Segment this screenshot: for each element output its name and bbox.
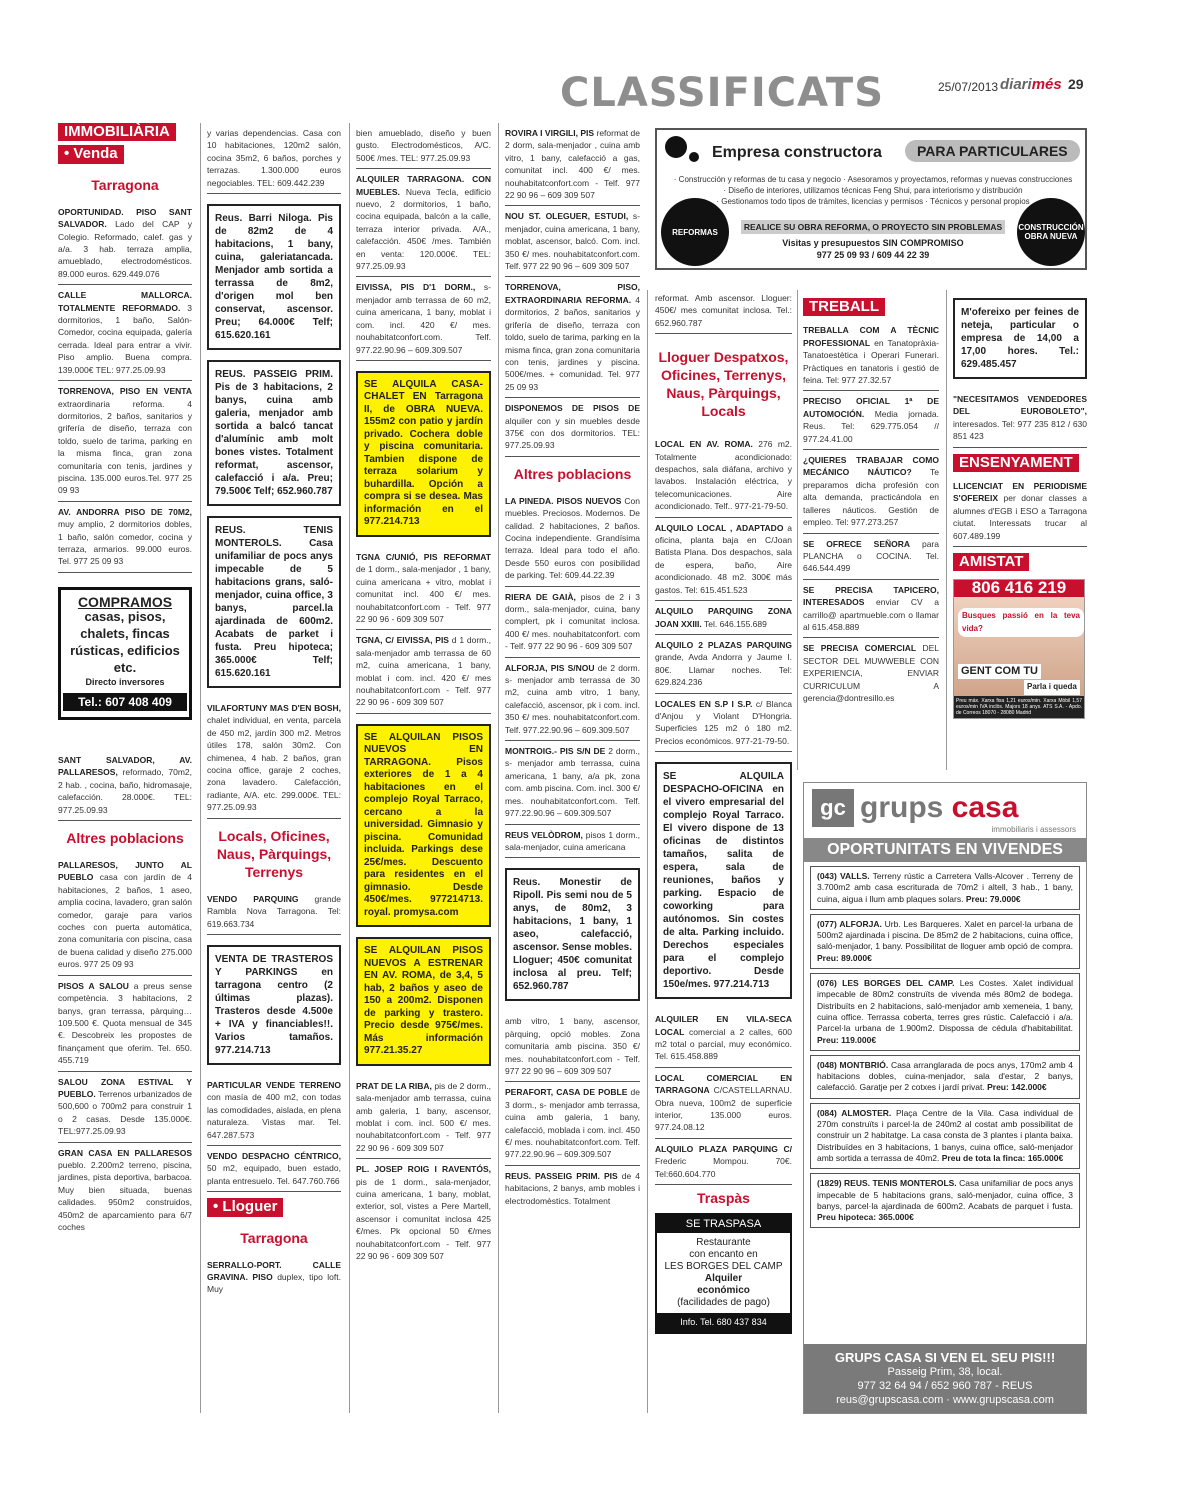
- dot-icon: [689, 152, 699, 162]
- classified-ad: CALLE MALLORCA. TOTALMENTE REFORMADO. 3 dormitorios, 1 baño, Salón-Comedor, cocina equipada, galería cerrada. Ideal para entrar a vivir. Piso amplio. Buena compra. 139.000€ TEL: 977.25.09.93: [58, 285, 192, 381]
- classified-ad: LLICENCIAT EN PERIODISME S'OFEREIX per donar classes a alumnes d'EGB i ESO a Tarragona ciutat. Interessats trucar al 607.489.199: [953, 476, 1087, 547]
- classified-ad: PL. JOSEP ROIG I RAVENTÓS, pis de 1 dorm., sala-menjador, cuina americana, 1 bany, moblat, exterior, sol, vistes a Pere Martell, ascensor i comunitat inclosa 425 €/mes. Pk opcional 50 €/mes nouhabitatconfort.com - Telf. 977 22 90 96 - 609 309 507: [356, 1164, 491, 1262]
- classified-ad: SALOU ZONA ESTIVAL Y PUEBLO. Terrenos urbanizados de 500,600 o 700m2 para construir 1 o 2 casas. Desde 135.000€. TEL:977.25.09.93: [58, 1072, 192, 1143]
- classified-ad: PALLARESOS, JUNTO AL PUEBLO casa con jardín de 4 habitaciones, 2 baños, 1 aseo, amplia cocina, lavadero, gran salón comedor, garaje para varios coches con puerta automática, zona comunitaria con piscina, casa de buena calidad y diseño 275.000 euros. 977 25 09 93: [58, 855, 192, 976]
- boxed-ad: REUS. TENIS MONTEROLS. Casa unifamiliar de pocs anys impecable de 5 habitacions grans, saló-menjador, cuina office, 3 banys, parcel.la ajardinada de 600m2. Acabats de parket i fusta. Preu hipoteca; 365.000€ Telf; 615.620.161: [207, 516, 341, 688]
- construction-company-ad: Empresa constructora PARA PARTICULARES · Construcción y reformas de tu casa y negocio · Asesoramos y proyectamos, reformas y nuevas construcciones · Diseño de interiores, utilizamos técnicas Feng Shui, para interiorismo y distribución · Gestionamos todo tipos de trámites, licencias y permisos · Técnicos y personal propios REFORMAS CONSTRUCCIÓN OBRA NUEVA REALICE SU OBRA REFORMA, O PROYECTO SIN PROBLEMAS Visitas y presupuestos SIN COMPROMISO 977 25 09 93 / 609 44 22 39: [655, 128, 1087, 270]
- dot-icon: [665, 136, 687, 158]
- page-title: CLASSIFICATS: [560, 70, 885, 116]
- classified-ad: ALQUILO LOCAL , ADAPTADO a oficina, planta baja en C/Joan Batista Plana. Dos despachos, sala de espera, baño, Aire acondicionado. 48 m2. 300€ más gastos. Tel: 615.451.523: [655, 518, 792, 601]
- classified-ad: NOU ST. OLEGUER, ESTUDI, s- menjador, cuina americana, 1 bany, moblat, ascensor, balcó. Com. incl. 350 €/ mes. nouhabitatconfort.com. Telf. 977 22 90 96 – 609 309 507: [505, 206, 640, 277]
- boxed-ad: VENTA DE TRASTEROS Y PARKINGS en tarragona centro (2 últimas plazas). Trasteros desde 4.500e + IVA y financiables!!. Varios tamaños. 977.214.713: [207, 945, 341, 1065]
- page-number: 29: [1068, 76, 1084, 92]
- grups-casa-logo: gc grups casa: [804, 783, 1086, 833]
- classified-ad: PARTICULAR VENDE TERRENO con masía de 400 m2, con todas las comodidades, aislada, en plena naturaleza. Vistas mar. Tel. 647.287.573: [207, 1075, 341, 1146]
- section-lloguer-despatxos: Lloguer Despatxos, Oficines, Terrenys, Naus, Pàrquings, Locals: [658, 349, 789, 420]
- classified-ad: PRECISO OFICIAL 1ª DE AUTOMOCIÓN. Media jornada. Reus. Tel: 629.775.054 // 977.24.41.00: [803, 391, 939, 450]
- column-2: [207, 123, 341, 1413]
- classified-ad: bien amueblado, diseño y buen gusto. Electrodomésticos, A/C. 500€ /mes. TEL: 977.25.09.93: [356, 123, 491, 169]
- classified-ad: LOCAL EN AV. ROMA. 276 m2. Totalmente acondicionado: despachos, sala diáfana, archivo y lavabos. Instalación eléctrica, y telecomunicaciones. Aire acondicionado. Telf.. 977-21-79-50.: [655, 434, 792, 517]
- classified-ad: TGNA, C/ EIVISSA, PIS d 1 dorm., sala-menjador amb terrassa de 60 m2, cuina americana, 1 bany, moblat i com. incl. 420 €/ mes nouhabitatconfort.com - Telf. 977 22 90 96 - 609 309 507: [356, 630, 491, 713]
- boxed-ad: REUS. PASSEIG PRIM. Pis de 3 habitacions, 2 banys, cuina amb galeria, menjador amb sortida a balcó tancat d'alumínic amb molt bones vistes. Totalment reformat, ascensor, calefacció i a/a. Preu; 79.500€ Telf; 652.960.787: [207, 360, 341, 506]
- boxed-ad: Reus. Barri Niloga. Pis de 82m2 de 4 habitacions, 1 bany, cuina, galeriatancada. Menjador amb sortida a terrassa de 8m2, d'origen mol ben conservat, ascensor. Preu; 64.000€ Telf; 615.620.161: [207, 204, 341, 350]
- section-locals: Locals, Oficines, Naus, Pàrquings, Terrenys: [216, 827, 332, 880]
- section-treball: TREBALL: [803, 298, 885, 316]
- classified-ad: RIERA DE GAIÀ, pisos de 2 i 3 dorm., sala-menjador, cuina, bany complert, pk i comunitat inclosa. 400 €/ mes. nouhabitatconfort. com - Telf. 977 22 90 96 - 609 309 507: [505, 587, 640, 658]
- classified-ad: SERRALLO-PORT. CALLE GRAVINA. PISO duplex, tipo loft. Muy: [207, 1259, 341, 1295]
- property-listing: (048) MONTBRIÓ. Casa arranglarada de pocs anys, 170m2 amb 4 habitacions dobles, cuina-menjador, sala d'estar, 2 banys, calefacció. Garatje per 2 cotxes i jardí privat. Preu: 142.000€: [810, 1055, 1080, 1099]
- classified-ad: TORRENOVA, PISO, EXTRAORDINARIA REFORMA. 4 dormitorios, 2 baños, sanitarios y grifería de diseño, terraza con toldo, suelo de tarima, parking en la misma finca, gran zona comunitaria con tenis, jardines y piscina. 500€/mes. + comunidad. Tel. 977 25 09 93: [505, 277, 640, 398]
- classified-ad: SE PRECISA COMERCIAL DEL SECTOR DEL MUWWEBLE CON EXPERIENCIA, ENVIAR CURRICULUM A gerencia@dontresillo.es: [803, 643, 939, 703]
- classified-ad: PISOS A SALOU a preus sense competència. 3 habitacions, 2 banys, gran terrassa, pàrquing… 109.500 €. Quota mensual de 345 €. Descobreix les propostes de finançament que oferim. Tel. 650. 455.719: [58, 976, 192, 1072]
- classified-ad: ALFORJA, PIS S/NOU de 2 dorm. s- menjador amb terrassa de 30 m2, cuina amb vitro, 1 bany, calefacció, ascensor, pk i com. incl. 350 €/ mes. nouhabitatconfort.com. Telf. 977.22.90.96 – 609.309.507: [505, 658, 640, 741]
- section-lloguer: • Lloguer: [207, 1198, 283, 1216]
- classified-ad: OPORTUNIDAD. PISO SANT SALVADOR. Lado del CAP y Colegio. Reformado, calef. gas y a/a. 3 hab. terraza amplia, amueblado, electrodomésticos. 89.000 euros. 629.449.076: [58, 202, 192, 285]
- classified-ad: VENDO PARQUING grande Rambla Nova Tarragona. Tel: 619.663.734: [207, 889, 341, 935]
- classified-ad: TREBALLA COM A TÈCNIC PROFESSIONAL en Tanatopràxia-Tanatoestètica i Operari Funerari. Pràctiques en tanatoris i gestió de feina. Tel: 977 27.32.57: [803, 320, 939, 391]
- property-listing: (084) ALMOSTER. Plaça Centre de la Vila. Casa individual de 270m construïts i parcel·la de 240m2 al costat amb possibilitat de construir un 2 habitatge. La casa consta de 3 plantes i planta baixa. Distribuïdes en 3 habitacions, 1 banys, cuina office, saló-menjador amb sortida a terrassa de 40m2. Preu de tota la finca: 165.000€: [810, 1103, 1080, 1169]
- brand-logo: diarimés: [1000, 76, 1062, 93]
- classified-ad: ALQUILER TARRAGONA. CON MUEBLES. Nueva Tecla, edificio nuevo, 2 dormitorios, 1 baño, cocina equipada, balcón a la calle, terraza interior privada. A/A., calefacción. 450€ /mes. También en venta: 120.000€. TEL: 977.25.09.93: [356, 169, 491, 277]
- boxed-ad: SE ALQUILA DESPACHO-OFICINA en el vivero empresarial del complejo Royal Tarraco. El vivero dispone de 13 oficinas de distintos tamaños, salita de espera, sala de reuniones, baños y parking. Espacio de coworking para autónomos. Sin costes de alta. Parking incluido. Derechos especiales para el complejo deportivo. Desde 150e/mes. 977.214.713: [655, 762, 792, 999]
- section-ensenyament: ENSENYAMENT: [953, 454, 1079, 472]
- classified-ad: ALQUILER EN VILA-SECA LOCAL comercial a 2 calles, 600 m2 total o parcial, muy económico. Tel. 615.458.889: [655, 1009, 792, 1068]
- traspaso-box: SE TRASPASA Restaurante con encanto en LES BORGES DEL CAMP Alquiler económico (facilidades de pago) Info. Tel. 680 437 834: [655, 1213, 792, 1334]
- property-listing: (077) ALFORJA. Urb. Les Barqueres. Xalet en parcel·la urbana de 500m2 ajardinada i piscina. De 85m2 de 2 habitacions, cuina office, saló-menjador, 1 bany. Possibilitat de lloguer amb opció de compra. Preu: 89.000€: [810, 914, 1080, 969]
- issue-date: 25/07/2013: [938, 80, 999, 94]
- property-listing: (043) VALLS. Terreny rústic a Carretera Valls-Alcover . Terreny de 3.700m2 amb casa escriturada de 70m2 i altell, 3 hab., 1 bany, cuina, aigua i llum amb plaques solars. Preu: 79.000€: [810, 866, 1080, 910]
- classified-ad: ROVIRA I VIRGILI, PIS reformat de 2 dorm, sala-menjador , cuina amb vitro, 1 bany, calefacció a gas, comunitat incl. 400 €/ mes. nouhabitatconfort.com - Telf. 977 22 90 96 – 609 309 507: [505, 123, 640, 206]
- classified-ad: y varias dependencias. Casa con 10 habitaciones, 120m2 salón, cocina 35m2, 6 baños, porches y terrazas. 1.300.000 euros negociables. TEL: 609.442.239: [207, 123, 341, 194]
- oportunitats-heading: OPORTUNITATS EN VIVENDES: [804, 838, 1086, 862]
- classified-ad: REUS. PASSEIG PRIM. PIS de 4 habitacions, 2 banys, amb mobles i electrodomèstics. Totalment: [505, 1170, 640, 1206]
- city-heading: Tarragona: [91, 176, 159, 193]
- classified-ad: SE PRECISA TAPICERO, INTERESADOS enviar CV a carrillo@ apartmueble.com o llamar al 615.458.889: [803, 580, 939, 639]
- classified-ad: PERAFORT, CASA DE POBLE de 3 dorm., s- menjador amb terrassa, cuina amb galeria, 1 bany, calefacció, moblada i com. incl. 450 €/ mes. nouhabitatconfort.com. Telf. 977.22.90.96 – 609.309.507: [505, 1082, 640, 1165]
- classified-ad: VILAFORTUNY MAS D'EN BOSH, chalet individual, en venta, parcela de 450 m2, jardín 300 m2. Metros útiles 178, salón 30m2. Con chimenea, 4 hab. 2 baños, gran cocina office, garaje 2 coches, zona lavadero. Calefacción, radiante, A/A. etc. 299.000€. TEL: 977.25.09.93: [207, 698, 341, 819]
- property-listing: (1829) REUS. TENIS MONTEROLS. Casa unifamiliar de pocs anys impecable de 5 habitacions grans, saló-menjador, cuina office, 3 banys, parcel·la ajardinada de 600m2. Acabats de parquet i fusta. Preu hipoteca: 365.000€: [810, 1173, 1080, 1228]
- highlighted-ad: SE ALQUILA CASA-CHALET EN Tarragona II, de OBRA NUEVA. 155m2 con patio y jardín privado. Cochera doble y piscina comunitaria. Tambien dispone de terraza solarium y buhardilla. Opción a compra si se desea. Mas información en el 977.214.713: [356, 371, 491, 537]
- section-altres-poblacions: Altres poblacions: [513, 465, 632, 482]
- classified-ad: LA PINEDA. PISOS NUEVOS Con muebles. Preciosos. Modernos. De calidad. 2 habitaciones, 2 baños. Cocina independiente. Grandísima terraza. Ideal para todo el año. Desde 550 euros con posibilidad de parking. Tel: 609.44.22.39: [505, 491, 640, 587]
- compramos-box: COMPRAMOS casas, pisos, chalets, fincas rústicas, edificios etc. Directo inversores Tel.: 607 408 409: [58, 587, 192, 720]
- property-listing: (076) LES BORGES DEL CAMP. Les Costes. Xalet individual impecable de 80m2 construïts de vivenda més 80m2 de bodega. Distribuïts en 2 habitacions, saló-menjador amb xemeneia, 1 bany, cuina office. Terrassa coberta, terres gres rústic. Calefacció i a/a. Parcel·la urbana de 1.900m2. Dispossa de cédula d'habitabilitat. Preu: 119.000€: [810, 973, 1080, 1051]
- classified-ad: PRAT DE LA RIBA, pis de 2 dorm., sala-menjador amb terrassa, cuina amb galeria, 1 bany, ascensor, moblat i com. incl. 500 €/ mes. nouhabitatconfort.com - Telf. 977 22 90 96 - 609 309 507: [356, 1076, 491, 1159]
- boxed-ad: Reus. Monestir de Ripoll. Pis semi nou de 5 anys, de 80m2, 3 habitacions, 1 bany, 1 aseo, calefacció, ascensor. Sense mobles. Lloguer; 450€ comunitat inclosa al preu. Telf; 652.960.787: [505, 868, 640, 1001]
- classified-ad: TGNA C/UNIÓ, PIS REFORMAT de 1 dorm., sala-menjador , 1 bany, cuina americana + vitro, moblat i comunitat incl. 400 €/ mes. nouhabitatconfort.com - Telf. 977 22 90 96 - 609 309 507: [356, 547, 491, 630]
- classified-ad: SE OFRECE SEÑORA para PLANCHA o COCINA. Tel. 646.544.499: [803, 534, 939, 580]
- column-6: [803, 298, 939, 758]
- classified-ad: GRAN CASA EN PALLARESOS pueblo. 2.200m2 terreno, piscina, jardines, pista deportiva, barbacoa. Muy bien situada, buenas calidades. 950m2 construidos, 450m2 de aparcamiento para 6/7 coches: [58, 1147, 192, 1232]
- highlighted-ad: SE ALQUILAN PISOS NUEVOS A ESTRENAR EN AV. ROMA, de 3,4, 5 hab, 2 baños y aseo de 150 a 200m2. Disponen de parking y trastero. Precio desde 975€/mes. Más información 977.21.35.27: [356, 937, 491, 1066]
- obra-nueva-badge: CONSTRUCCIÓN OBRA NUEVA: [1017, 198, 1085, 266]
- classified-ad: DISPONEMOS DE PISOS DE alquiler con y sin muebles desde 375€ con dos dormitorios. TEL: 977.25.09.93: [505, 398, 640, 457]
- classified-ad: LOCAL COMERCIAL EN TARRAGONA C/CASTELLARNAU. Obra nueva, 100m2 de superficie interior, 135.000 euros. 977.24.08.12: [655, 1068, 792, 1139]
- column-7: [953, 298, 1087, 768]
- chat-line-ad: 806 416 219 Busques passió en la teva vida? GENT COM TU Parla i queda Preu màx. Xarxa fixa 1,21 euros/min. Xarxa Mòbil 1,57 euros/min IVA inclòs. Majors 18 anys. ATS S.A. - Apdo. de Correos 18070 - 28080 Madrid: [953, 579, 1085, 719]
- column-4: [505, 123, 640, 1413]
- section-altres-poblacions: Altres poblacions: [66, 830, 184, 847]
- classified-ad: REUS VELÒDROM, pisos 1 dorm., sala-menjador, cuina americana: [505, 825, 640, 859]
- highlighted-ad: SE ALQUILAN PISOS NUEVOS EN TARRAGONA. Pisos exteriores de 1 a 4 habitaciones en el complejo Royal Tarraco, cercano a la universidad. Gimnasio y piscina. Comunidad incluida. Parkings dese 25€/mes. Descuento para residentes en el gimnasio. Desde 450€/mes. 977214713. royal. promysa.com: [356, 724, 491, 928]
- column-5: [655, 288, 792, 1328]
- classified-ad: AV. ANDORRA PISO DE 70M2, muy amplio, 2 dormitorios dobles, 1 baño, salón comedor, cocina y terraza, armarios. 99.000 euros. Tel. 977 25 09 93: [58, 502, 192, 573]
- classified-ad: SANT SALVADOR, AV. PALLARESOS, reformado, 70m2, 2 hab. , cocina, baño, hidromasaje, calefacción. 28.000€. TEL: 977.25.09.93: [58, 750, 192, 821]
- classified-ad: LOCALES EN S.P I S.P. c/ Blanca d'Anjou y Violant D'Hongria. Superficies 125 m2 ó 180 m2. Precios económicos. 977-21-79-50.: [655, 694, 792, 753]
- grups-casa-footer: GRUPS CASA SI VEN EL SEU PIS!!! Passeig Prim, 38, local. 977 32 64 94 / 652 960 787 - REUS reus@grupscasa.com · www.grupscasa.com: [804, 1344, 1086, 1413]
- classified-ad: VENDO DESPACHO CÉNTRICO, 50 m2, equipado, buen estado, planta entresuelo. Tel. 647.760.766: [207, 1146, 341, 1192]
- classified-ad: amb vitro, 1 bany, ascensor, pàrquing, opció mobles. Zona comunitaria amb piscina. 350 €/ mes. nouhabitatconfort.com - Telf. 977 22 90 96 – 609 309 507: [505, 1011, 640, 1082]
- classified-ad: ALQUILO PLAZA PARQUING C/ Frederic Mompou. 70€. Tel:660.604.770: [655, 1139, 792, 1185]
- section-venda: • Venda: [58, 145, 124, 163]
- section-amistat: AMISTAT: [953, 553, 1029, 571]
- section-immobiliaria: IMMOBILIÀRIA: [58, 123, 176, 141]
- boxed-ad: M'ofereixo per feines de neteja, particular o empresa de 14,00 a 17,00 hores. Tel.: 629.485.457: [953, 298, 1087, 379]
- classified-ad: MONTROIG.- PIS S/N DE 2 dorm., s- menjador amb terrassa, cuina americana, 1 bany, a/a pk, zona com. amb piscina. Com. incl. 300 €/ mes. nouhabitatconfort.com. Telf. 977.22.90.96 – 609.309.507: [505, 741, 640, 824]
- classified-ad: reformat. Amb ascensor. Lloguer: 450€/ mes comunitat inclosa. Tel.: 652.960.787: [655, 288, 792, 334]
- column-1: [58, 123, 192, 1413]
- classified-ad: "NECESITAMOS VENDEDORES DEL EUROBOLETO", interesados. Tel: 977 235 812 / 630 851 423: [953, 389, 1087, 448]
- classified-ad: TORRENOVA, PISO EN VENTA extraordinaria reforma. 4 dormitorios, 2 baños, sanitarios y grifería de diseño, terraza con toldo, suelo de tarima, parking en la misma finca, gran zona comunitaria con tenis, jardines y piscina. 135.000 euros.Tel. 977 25 09 93: [58, 381, 192, 502]
- grups-casa-ad: gc grups casa immobiliaris i assessors OPORTUNITATS EN VIVENDES (043) VALLS. Terreny rústic a Carretera Valls-Alcover . Terreny de 3.700m2 amb casa escriturada de 70m2 i altell, 3 hab., 1 bany, cuina, aigua i llum amb plaques solars. Preu: 79.000€ (077) ALFORJA. Urb. Les Barqueres. Xalet en parcel·la urbana de 500m2 ajardinada i piscina. De 85m2 de 2 habitacions, cuina office, saló-menjador, 1 bany. Possibilitat de lloguer amb opció de compra. Preu: 89.000€ (076) LES BORGES DEL CAMP. Les Costes. Xalet individual impecable de 80m2 construïts de vivenda més 80m2 de bodega. Distribuïts en 2 habitacions, saló-menjador amb xemeneia, 1 bany, cuina office. Terrassa coberta, terres gres rústic. Calefacció i a/a. Parcel·la urbana de 1.900m2. Dispossa de cédula d'habitabilitat. Preu: 119.000€ (048) MONTBRIÓ. Casa arranglarada de pocs anys, 170m2 amb 4 habitacions dobles, cuina-menjador, sala d'estar, 2 banys, calefacció. Garatje per 2 cotxes i jardí privat. Preu: 142.000€ (084) ALMOSTER. Plaça Centre de la Vila. Casa individual de 270m construïts i parcel·la de 240m2 al costat amb possibilitat de construir un 2 habitatge. La casa consta de 3 plantes i planta baixa. Distribuïdes en 3 habitacions, 1 banys, cuina office, saló-menjador amb sortida a terrassa de 40m2. Preu de tota la finca: 165.000€ (1829) REUS. TENIS MONTEROLS. Casa unifamiliar de pocs anys impecable de 5 habitacions grans, saló-menjador, cuina office, 3 banys, parcel·la ajardinada de 600m2. Acabats de parquet i fusta. Preu hipoteca: 365.000€ GRUPS CASA SI VEN EL SEU PIS!!! Passeig Prim, 38, local. 977 32 64 94 / 652 960 787 - REUS reus@grupscasa.com · www.grupscasa.com: [803, 782, 1087, 1414]
- city-heading: Tarragona: [240, 1229, 308, 1246]
- classified-ad: ALQUILO PARQUING ZONA JOAN XXIII. Tel. 646.155.689: [655, 601, 792, 635]
- classified-ad: ¿QUIERES TRABAJAR COMO MECÁNICO NÁUTICO? Te preparamos dicha profesión con alta demanda, practicándola en talleres náuticos. Gestión de empleo. Tel: 977.273.257: [803, 450, 939, 533]
- section-traspas: Traspàs: [697, 1190, 750, 1207]
- reformas-badge: REFORMAS: [661, 198, 729, 266]
- column-3: [356, 123, 491, 1413]
- classified-ad: EIVISSA, PIS D'1 DORM., s- menjador amb terrassa de 60 m2, cuina americana, 1 bany, moblat i com. incl. 420 €/ mes. nouhabitatconfort.com. Telf. 977.22.90.96 – 609.309.507: [356, 277, 491, 360]
- classified-ad: ALQUILO 2 PLAZAS PARQUING grande, Avda Andorra y Jaume I. 80€. Llamar noches. Tel: 629.824.236: [655, 635, 792, 694]
